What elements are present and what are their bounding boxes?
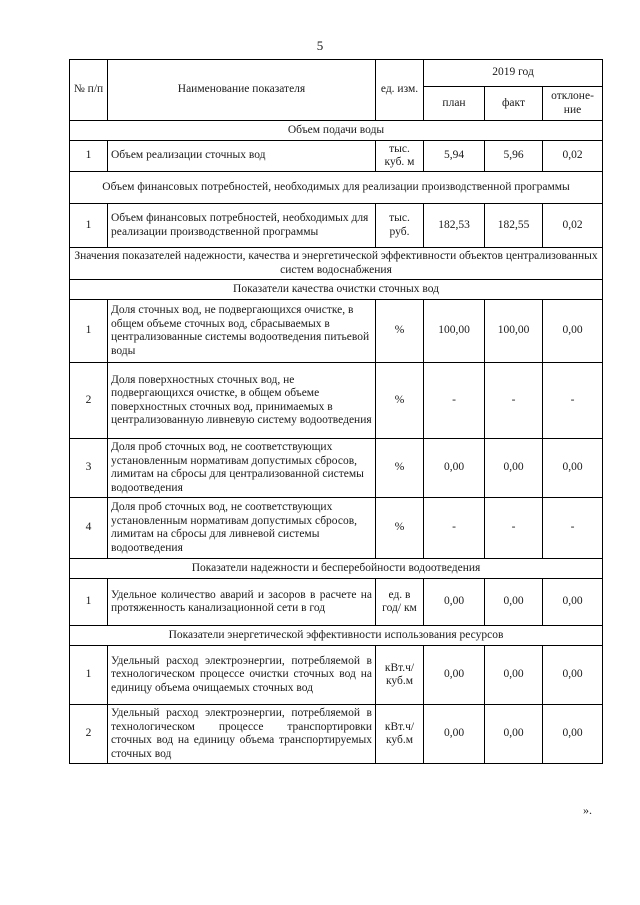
section-row — [70, 248, 603, 280]
header-name: Наименование показателя — [108, 60, 376, 121]
row-plan: 0,00 — [424, 705, 485, 764]
row-fact: 100,00 — [485, 300, 543, 363]
table-row — [70, 439, 603, 498]
row-plan: 182,53 — [424, 204, 485, 248]
row-dev: 0,00 — [543, 579, 603, 626]
row-fact: 0,00 — [485, 705, 543, 764]
section-title: Объем финансовых потребностей, необходимых для реализации производственной программы — [70, 172, 603, 204]
table-row — [70, 363, 603, 439]
row-plan: 0,00 — [424, 646, 485, 705]
row-name: Доля проб сточных вод, не соответствующих установленным нормативам допустимых сбросов, лимитам на сбросы для централизованной системы водоотведения — [108, 439, 376, 498]
section-title: Показатели качества очистки сточных вод — [70, 280, 603, 300]
row-num: 2 — [70, 363, 108, 439]
page-number: 5 — [316, 38, 324, 53]
row-plan: 0,00 — [424, 579, 485, 626]
row-fact: 182,55 — [485, 204, 543, 248]
section-row — [70, 280, 603, 300]
table-row — [70, 498, 603, 559]
row-dev: 0,02 — [543, 141, 603, 172]
row-fact: - — [485, 363, 543, 439]
table-row — [70, 204, 603, 248]
row-name: Объем финансовых потребностей, необходимых для реализации производственной программы — [108, 204, 376, 248]
row-num: 1 — [70, 646, 108, 705]
row-plan: - — [424, 498, 485, 559]
table-row — [70, 579, 603, 626]
row-fact: 0,00 — [485, 579, 543, 626]
row-plan: - — [424, 363, 485, 439]
row-unit: ед. в год/ км — [376, 579, 424, 626]
table-row — [70, 705, 603, 764]
row-unit: % — [376, 498, 424, 559]
row-unit: кВт.ч/ куб.м — [376, 646, 424, 705]
header-dev: отклоне-ние — [543, 87, 603, 121]
header-plan: план — [424, 87, 485, 121]
row-dev: 0,00 — [543, 439, 603, 498]
row-dev: 0,00 — [543, 300, 603, 363]
section-title: Объем подачи воды — [70, 121, 603, 141]
row-num: 1 — [70, 300, 108, 363]
row-plan: 5,94 — [424, 141, 485, 172]
section-row — [70, 626, 603, 646]
table-row — [70, 300, 603, 363]
row-name: Удельный расход электроэнергии, потребляемой в технологическом процессе очистки сточных вод на единицу объема очищаемых сточных вод — [108, 646, 376, 705]
section-row — [70, 172, 603, 204]
row-plan: 100,00 — [424, 300, 485, 363]
row-num: 3 — [70, 439, 108, 498]
section-title: Показатели энергетической эффективности использования ресурсов — [70, 626, 603, 646]
row-num: 1 — [70, 141, 108, 172]
row-num: 2 — [70, 705, 108, 764]
header-row — [70, 60, 603, 87]
row-unit: % — [376, 439, 424, 498]
row-name: Доля сточных вод, не подвергающихся очистке, в общем объеме сточных вод, сбрасываемых в централизованные системы водоотведения питьевой воды — [108, 300, 376, 363]
row-dev: 0,00 — [543, 646, 603, 705]
row-name: Удельный расход электроэнергии, потребляемой в технологическом процессе транспортировки сточных вод на единицу объема транспортируемых сточных вод — [108, 705, 376, 764]
header-unit: ед. изм. — [376, 60, 424, 121]
row-num: 1 — [70, 204, 108, 248]
section-row — [70, 121, 603, 141]
section-title: Значения показателей надежности, качества и энергетической эффективности объектов централизованных систем водоснабжения — [70, 248, 603, 280]
row-fact: - — [485, 498, 543, 559]
header-num: № п/п — [70, 60, 108, 121]
row-fact: 5,96 — [485, 141, 543, 172]
row-num: 1 — [70, 579, 108, 626]
header-fact: факт — [485, 87, 543, 121]
row-dev: - — [543, 363, 603, 439]
row-name: Доля проб сточных вод, не соответствующих установленным нормативам допустимых сбросов, лимитам на сбросы для ливневой системы водоотведения — [108, 498, 376, 559]
row-fact: 0,00 — [485, 646, 543, 705]
indicators-table — [69, 59, 603, 764]
section-title: Показатели надежности и бесперебойности водоотведения — [70, 559, 603, 579]
table-row — [70, 646, 603, 705]
row-unit: % — [376, 300, 424, 363]
row-dev: - — [543, 498, 603, 559]
row-dev: 0,00 — [543, 705, 603, 764]
row-name: Объем реализации сточных вод — [108, 141, 376, 172]
row-unit: тыс. руб. — [376, 204, 424, 248]
row-unit: кВт.ч/ куб.м — [376, 705, 424, 764]
row-plan: 0,00 — [424, 439, 485, 498]
row-name: Доля поверхностных сточных вод, не подвергающихся очистке, в общем объеме поверхностных сточных вод, принимаемых в централизованную ливневую систему водоотведения — [108, 363, 376, 439]
row-fact: 0,00 — [485, 439, 543, 498]
section-row — [70, 559, 603, 579]
row-num: 4 — [70, 498, 108, 559]
row-dev: 0,02 — [543, 204, 603, 248]
row-unit: тыс. куб. м — [376, 141, 424, 172]
table-row — [70, 141, 603, 172]
closing-quote-mark: ». — [583, 803, 592, 817]
row-unit: % — [376, 363, 424, 439]
row-name: Удельное количество аварий и засоров в расчете на протяженность канализационной сети в год — [108, 579, 376, 626]
header-year: 2019 год — [424, 60, 603, 87]
